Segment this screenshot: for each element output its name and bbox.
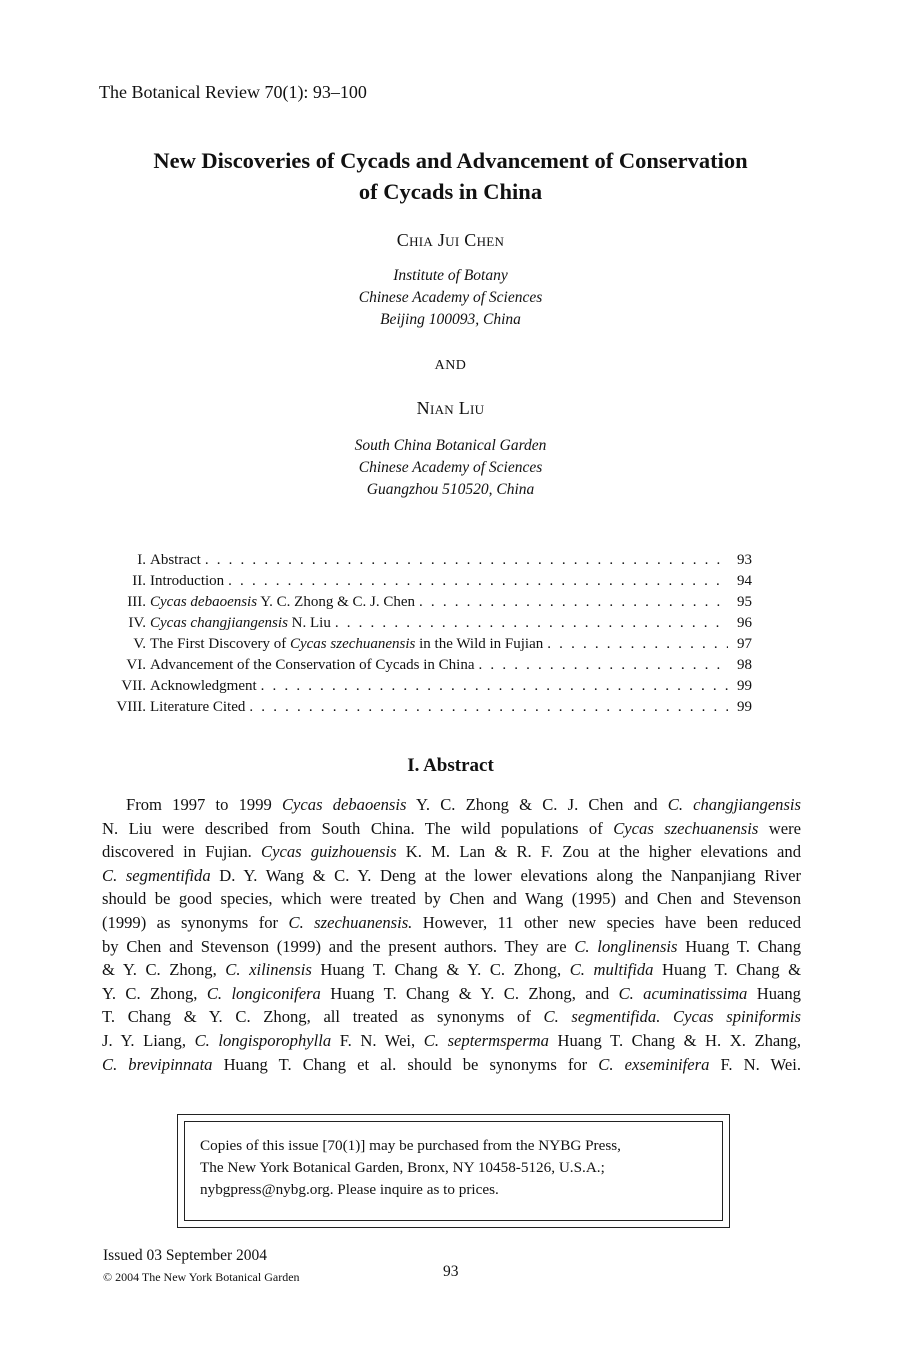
toc-entry-number: III. <box>127 594 146 610</box>
abstract-line: C. segmentifida D. Y. Wang & C. Y. Deng at the lower elevations along the Nanpanjiang River <box>102 865 801 885</box>
toc-entry <box>100 699 752 720</box>
abstract-line: (1999) as synonyms for C. szechuanensis. However, 11 other new species have been reduced <box>102 912 801 932</box>
affiliation-line: Beijing 100093, China <box>380 311 521 328</box>
abstract-text <box>102 793 801 1076</box>
page-number: 93 <box>443 1263 459 1280</box>
toc-leader-dots <box>249 699 728 716</box>
toc-leader-dots <box>419 594 728 611</box>
toc-entry-number: VII. <box>121 678 146 694</box>
journal-reference: The Botanical Review 70(1): 93–100 <box>99 82 367 102</box>
toc-entry-page: 96 <box>737 615 752 631</box>
toc-entry <box>100 552 752 573</box>
toc-entry-page: 98 <box>737 657 752 673</box>
table-of-contents <box>100 552 752 720</box>
author-2-name: Nian Liu <box>416 398 485 418</box>
toc-leader-dots <box>479 657 728 674</box>
abstract-line: discovered in Fujian. Cycas guizhouensis K. M. Lan & R. F. Zou at the higher elevations and <box>102 842 801 862</box>
purchase-notice-box <box>177 1114 730 1228</box>
notice-line: nybgpress@nybg.org. Please inquire as to prices. <box>200 1181 499 1198</box>
toc-entry-number: VIII. <box>116 699 146 715</box>
toc-entry-page: 97 <box>737 636 752 652</box>
toc-entry <box>100 573 752 594</box>
affiliation-line: Institute of Botany <box>393 267 508 284</box>
affiliation-line: Guangzhou 510520, China <box>366 481 535 498</box>
abstract-line: From 1997 to 1999 Cycas debaoensis Y. C. Zhong & C. J. Chen and C. changjiangensis <box>126 795 802 814</box>
toc-entry-number: VI. <box>126 657 146 673</box>
toc-entry <box>100 594 752 615</box>
issued-date: Issued 03 September 2004 <box>103 1247 268 1264</box>
abstract-line: T. Chang & Y. C. Zhong, all treated as synonyms of C. segmentifida. Cycas spiniformis <box>102 1007 801 1027</box>
title-line-1: New Discoveries of Cycads and Advancement of Conservation <box>153 148 748 173</box>
affiliation-line: South China Botanical Garden <box>354 437 547 454</box>
abstract-line: N. Liu were described from South China. The wild populations of Cycas szechuanensis were <box>102 818 801 838</box>
toc-entry <box>100 657 752 678</box>
toc-entry-label: Cycas changjiangensis N. Liu <box>150 615 331 631</box>
toc-entry-label: Introduction <box>150 573 225 589</box>
abstract-line: by Chen and Stevenson (1999) and the present authors. They are C. longlinensis Huang T. Chang <box>102 936 801 956</box>
and-separator: AND <box>434 358 467 373</box>
affiliation-line: Chinese Academy of Sciences <box>358 459 543 476</box>
toc-leader-dots <box>547 636 728 653</box>
toc-entry-page: 95 <box>737 594 752 610</box>
toc-leader-dots <box>205 552 728 569</box>
toc-leader-dots <box>335 615 728 632</box>
toc-entry-number: V. <box>133 636 146 652</box>
toc-entry <box>100 615 752 636</box>
toc-leader-dots <box>228 573 728 590</box>
toc-entry-label: Cycas debaoensis Y. C. Zhong & C. J. Chen <box>150 594 416 610</box>
abstract-line: & Y. C. Zhong, C. xilinensis Huang T. Chang & Y. C. Zhong, C. multifida Huang T. Chang & <box>102 960 801 980</box>
affiliation-line: Chinese Academy of Sciences <box>358 289 543 306</box>
abstract-line: should be good species, which were treated by Chen and Wang (1995) and Chen and Stevenson <box>102 889 801 909</box>
toc-entry-label: Literature Cited <box>150 699 246 715</box>
copyright-notice: © 2004 The New York Botanical Garden <box>103 1270 300 1284</box>
toc-entry-page: 93 <box>737 552 752 568</box>
toc-entry-label: Acknowledgment <box>150 678 257 694</box>
toc-entry-label: Abstract <box>150 552 201 568</box>
notice-line: Copies of this issue [70(1)] may be purchased from the NYBG Press, <box>200 1137 621 1154</box>
toc-entry-number: IV. <box>128 615 146 631</box>
author-1-affiliation <box>0 265 901 331</box>
notice-line: The New York Botanical Garden, Bronx, NY 10458-5126, U.S.A.; <box>200 1159 605 1176</box>
toc-entry-page: 99 <box>737 678 752 694</box>
toc-entry <box>100 678 752 699</box>
toc-entry <box>100 636 752 657</box>
toc-entry-label: Advancement of the Conservation of Cycads in China <box>150 657 475 673</box>
abstract-line: Y. C. Zhong, C. longiconifera Huang T. Chang & Y. C. Zhong, and C. acuminatissima Huang <box>102 983 801 1003</box>
toc-entry-number: I. <box>137 552 146 568</box>
author-1-name: Chia Jui Chen <box>396 230 505 250</box>
toc-entry-page: 94 <box>737 573 752 589</box>
section-heading-abstract: I. Abstract <box>407 755 494 776</box>
toc-entry-page: 99 <box>737 699 752 715</box>
abstract-line: C. brevipinnata Huang T. Chang et al. should be synonyms for C. exseminifera F. N. Wei. <box>102 1054 801 1074</box>
abstract-line: J. Y. Liang, C. longisporophylla F. N. Wei, C. septermsperma Huang T. Chang & H. X. Zhang, <box>102 1030 802 1050</box>
title-line-2: of Cycads in China <box>358 179 543 204</box>
author-2-affiliation <box>0 435 901 501</box>
toc-entry-label: The First Discovery of Cycas szechuanensis in the Wild in Fujian <box>150 636 544 652</box>
notice-text <box>200 1135 710 1201</box>
paper-title <box>60 145 841 207</box>
toc-leader-dots <box>261 678 728 695</box>
toc-entry-number: II. <box>132 573 146 589</box>
